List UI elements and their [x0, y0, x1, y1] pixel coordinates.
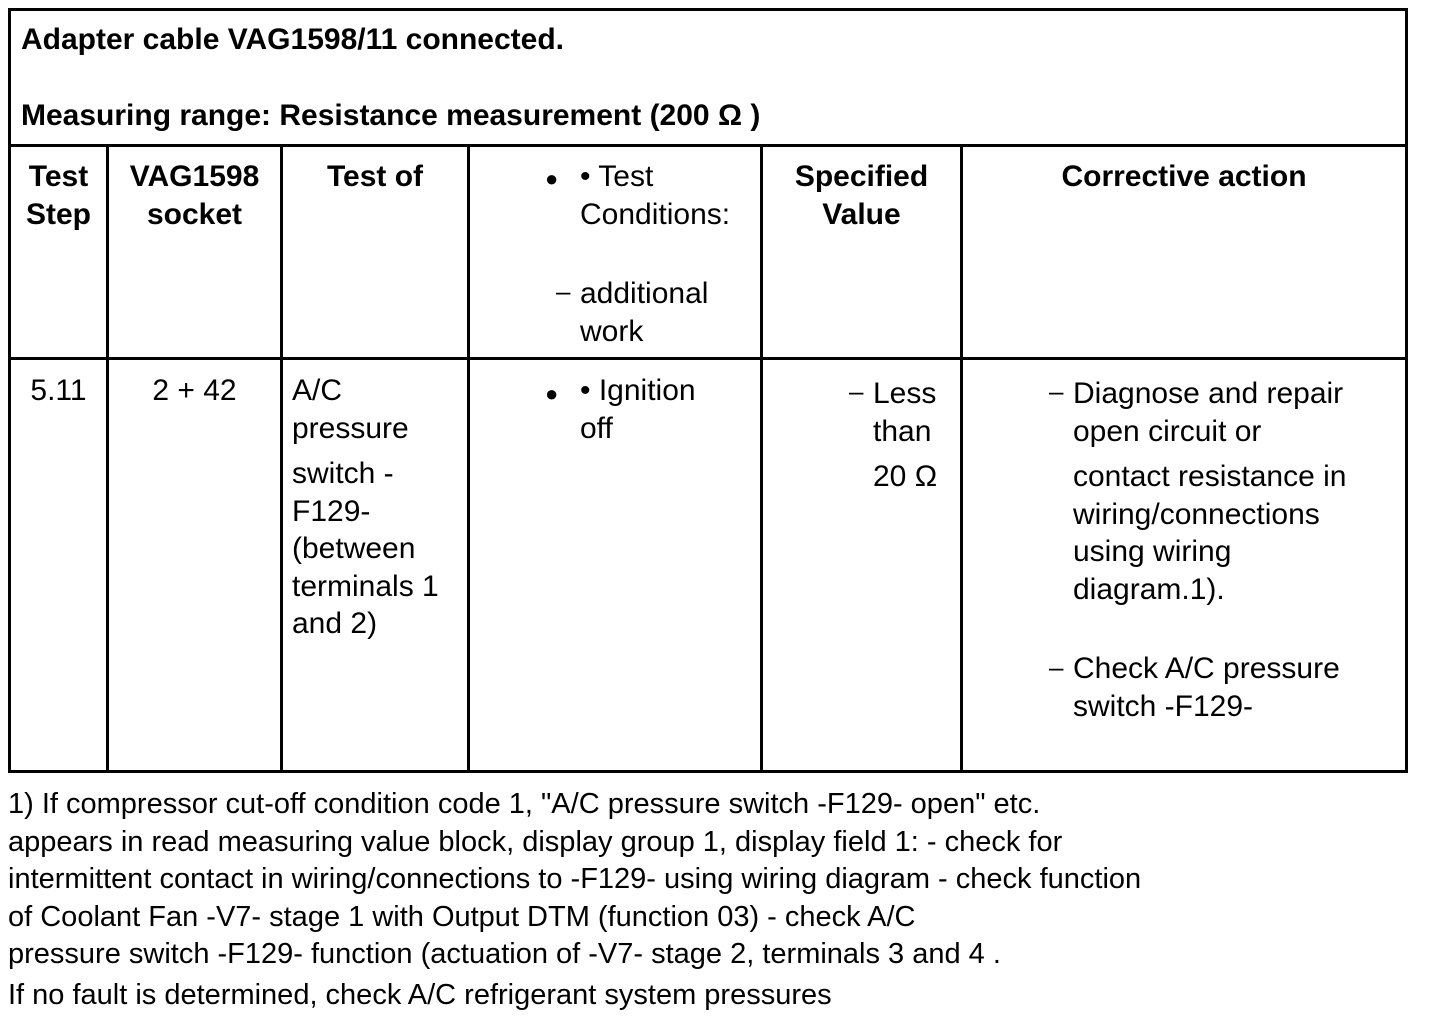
test-step-value: 5.11 [30, 374, 87, 407]
specified-value: Less than 20 Ω [873, 377, 938, 493]
test-condition-value: • Ignition off [580, 374, 696, 445]
dash-icon: – [556, 276, 571, 306]
column-header-socket: VAG1598 socket [129, 160, 260, 231]
bullet-icon: ● [545, 381, 559, 406]
column-header-test-of: Test of [326, 160, 424, 193]
corrective-action-check: Check A/C pressure switch -F129- [1073, 652, 1340, 723]
column-divider-4 [760, 145, 763, 773]
measuring-range-note: Measuring range: Resistance measurement (200 Ω ) [21, 99, 761, 132]
dash-icon: – [849, 376, 864, 406]
column-header-corrective-action: Corrective action [1061, 160, 1307, 193]
adapter-cable-note: Adapter cable VAG1598/11 connected. [21, 23, 565, 56]
column-header-divider [8, 357, 1408, 360]
column-divider-3 [467, 145, 470, 773]
column-divider-1 [106, 145, 109, 773]
socket-value: 2 + 42 [152, 374, 237, 407]
footnote: 1) If compressor cut-off condition code 1, "A/C pressure switch -F129- open" etc. appears in read measuring value block, display group 1, display field 1: - check for intermittent contact in wiring/connections to -F129- using wiring diagram - check function of Coolant Fan -V7- stage 1 with Output DTM (function 03) - check A/C pressure switch -F129- function (actuation of -V7- stage 2, terminals 3 and 4 . If no fault is determined, check A/C refrigerant system pressures [8, 788, 1142, 1011]
dash-icon: – [1049, 652, 1064, 682]
test-of-value: A/C pressure switch - F129- (between terminals 1 and 2) [292, 374, 439, 640]
column-divider-5 [960, 145, 963, 773]
bullet-icon: ● [545, 166, 559, 191]
column-divider-2 [280, 145, 283, 773]
corrective-action-repair: Diagnose and repair open circuit or contact resistance in wiring/connections using wiring diagram.1). [1073, 377, 1347, 606]
header-divider [8, 144, 1408, 147]
dash-icon: – [1049, 376, 1064, 406]
column-header-additional-work: additional work [580, 277, 709, 348]
column-header-conditions: • Test Conditions: [580, 160, 731, 231]
column-header-specified-value: Specified Value [794, 160, 929, 231]
column-header-test-step: Test Step [25, 160, 91, 231]
